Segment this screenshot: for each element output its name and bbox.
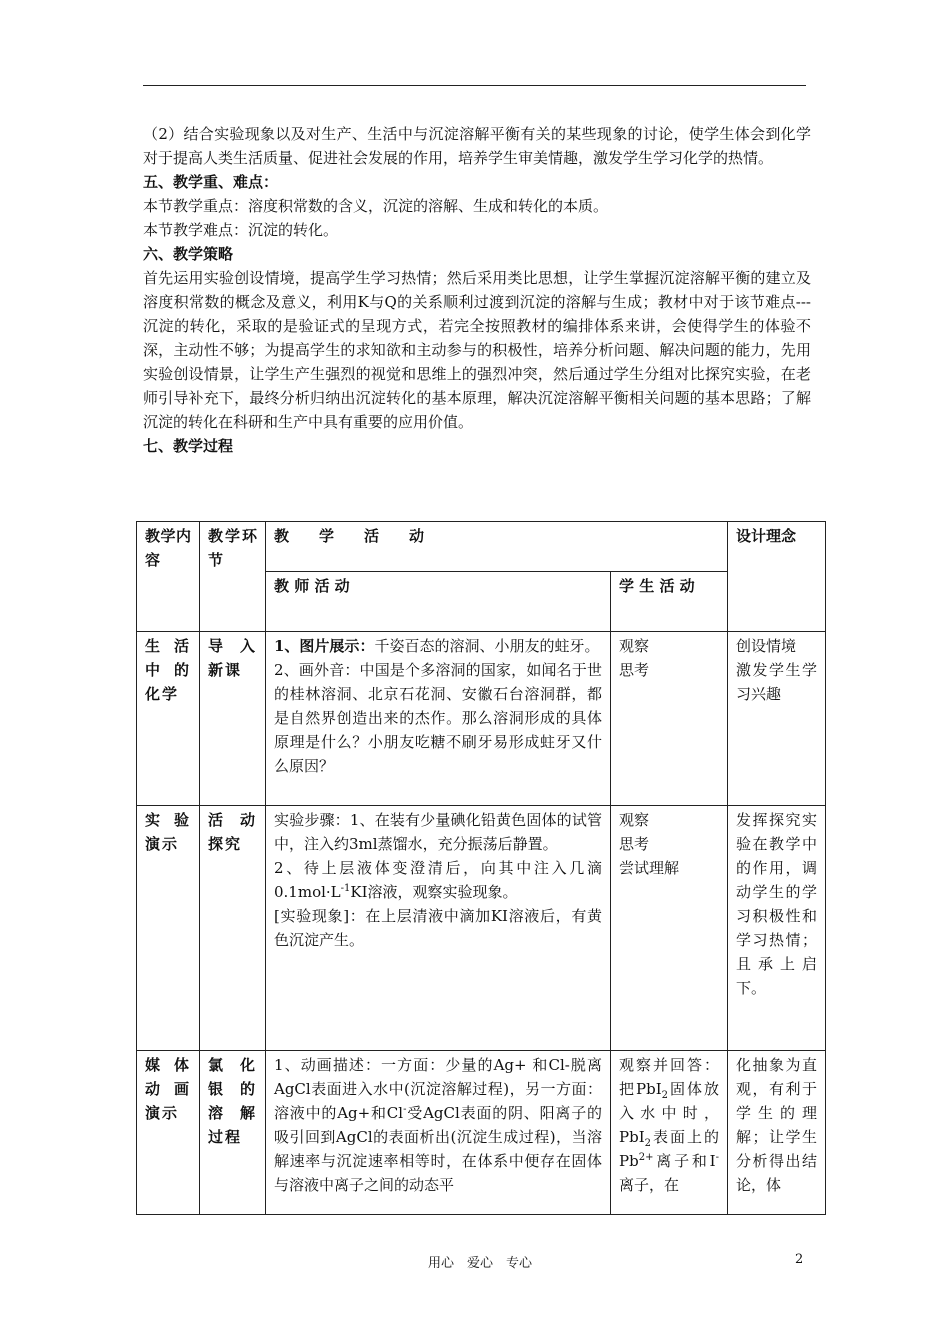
row3-teacher-a: 1、动画描述：一方面：少量的Ag+ 和Cl-脱离AgCl表面进入水中(沉淀溶解过程)，另一方面：溶液中的Ag+和Cl bbox=[274, 1056, 602, 1122]
row2-step2-b: KI溶液，观察实验现象。 bbox=[350, 883, 518, 901]
row1-student-2: 思考 bbox=[619, 661, 650, 679]
row2-step2-a: 2、待上层液体变澄清后，向其中注入几滴0.1mol·L bbox=[274, 859, 602, 901]
row3-student-d: 离子和I bbox=[653, 1152, 716, 1170]
row1-teacher-item2: 2、画外音：中国是个多溶洞的国家，如闻名于世的桂林溶洞、北京石花洞、安徽石台溶洞群，都是自然界创造出来的杰作。那么溶洞形成的具体原理是什么？小朋友吃糖不刷牙易形成蛀牙又什么原因？ bbox=[274, 661, 602, 775]
row3-student-sup2: - bbox=[715, 1152, 719, 1163]
section7-heading: 七、教学过程 bbox=[143, 437, 234, 455]
row3-content: 媒 体 动 画 演示 bbox=[137, 1051, 200, 1215]
header-teacher: 教 师 活 动 bbox=[266, 572, 611, 632]
row3-student-sup: 2+ bbox=[638, 1152, 654, 1163]
row3-teacher bbox=[266, 1051, 611, 1215]
row3-student-b: 固体放入水中时，PbI bbox=[619, 1080, 719, 1146]
row3-student-a: 观察并回答：把PbI bbox=[619, 1056, 719, 1098]
row3-student-sub: 2 bbox=[661, 1090, 668, 1101]
row3-teacher-sup: - bbox=[403, 1104, 407, 1115]
row1-teacher bbox=[266, 632, 611, 806]
table-row bbox=[137, 806, 826, 1051]
row1-design-2: 激发学生学习兴趣 bbox=[736, 661, 817, 703]
difficulty: 本节教学难点：沉淀的转化。 bbox=[143, 221, 339, 239]
row2-stage: 活 动 探究 bbox=[200, 806, 266, 1051]
row2-design: 发挥探究实验在教学中的作用，调动学生的学习积极性和学习热情；且承上启下。 bbox=[728, 806, 826, 1051]
row2-teacher bbox=[266, 806, 611, 1051]
header-content: 教学内容 bbox=[137, 522, 200, 632]
teaching-process-table bbox=[136, 521, 826, 1215]
row2-teacher-step2 bbox=[274, 856, 602, 904]
row2-teacher-result: [实验现象]：在上层清液中滴加KI溶液后，有黄色沉淀产生。 bbox=[274, 907, 602, 949]
section5-heading: 五、教学重、难点： bbox=[143, 173, 279, 191]
row1-design-1: 创设情境 bbox=[736, 637, 797, 655]
header-stage: 教学环节 bbox=[200, 522, 266, 632]
row3-design: 化抽象为直观，有利于学生的理解；让学生分析得出结论，体 bbox=[728, 1051, 826, 1215]
row2-teacher-step1: 实验步骤：1、在装有少量碘化铅黄色固体的试管中，注入约3ml蒸馏水，充分振荡后静置。 bbox=[274, 811, 602, 853]
row1-teacher-title: 1、图片展示： bbox=[274, 637, 375, 655]
row1-content: 生 活 中 的 化学 bbox=[137, 632, 200, 806]
row1-design bbox=[728, 632, 826, 806]
row3-teacher-b: 受AgCl表面的阴、阳离子的吸引回到AgCl的表面析出(沉淀生成过程)，当溶解速率与沉淀速率相等时，在体系中便存在固体与溶液中离子之间的动态平 bbox=[274, 1104, 603, 1194]
header-activity: 教 学 活 动 bbox=[266, 522, 728, 572]
row2-student-2: 思考 bbox=[619, 835, 650, 853]
row2-content: 实 验 演示 bbox=[137, 806, 200, 1051]
row1-teacher-title-rest: 千姿百态的溶洞、小朋友的蛀牙。 bbox=[374, 637, 600, 655]
header-rule bbox=[143, 85, 806, 86]
row1-student-1: 观察 bbox=[619, 637, 650, 655]
table-row bbox=[137, 632, 826, 806]
header-design: 设计理念 bbox=[728, 522, 826, 632]
header-row bbox=[137, 522, 826, 572]
row1-teacher-item1 bbox=[274, 634, 602, 658]
row2-student-1: 观察 bbox=[619, 811, 650, 829]
footer-motto: 用心 爱心 专心 bbox=[428, 1256, 533, 1271]
row1-stage: 导 入 新课 bbox=[200, 632, 266, 806]
header-student: 学 生 活 动 bbox=[611, 572, 728, 632]
intro-paragraph: （2）结合实验现象以及对生产、生活中与沉淀溶解平衡有关的某些现象的讨论，使学生体会到化学对于提高人类生活质量、促进社会发展的作用，培养学生审美情趣，激发学生学习化学的热情。 bbox=[143, 125, 811, 167]
row3-stage: 氯 化 银 的 溶 解 过程 bbox=[200, 1051, 266, 1215]
key-point: 本节教学重点：溶度积常数的含义，沉淀的溶解、生成和转化的本质。 bbox=[143, 197, 609, 215]
row3-student bbox=[611, 1051, 728, 1215]
section6-heading: 六、教学策略 bbox=[143, 245, 234, 263]
table-row bbox=[137, 1051, 826, 1215]
row1-student bbox=[611, 632, 728, 806]
document-body bbox=[143, 122, 811, 458]
row2-student-3: 尝试理解 bbox=[619, 859, 680, 877]
row2-student bbox=[611, 806, 728, 1051]
row3-student-sub2: 2 bbox=[644, 1138, 651, 1149]
strategy-paragraph: 首先运用实验创设情境，提高学生学习热情；然后采用类比思想，让学生掌握沉淀溶解平衡的建立及溶度积常数的概念及意义，利用K与Q的关系顺利过渡到沉淀的溶解与生成；教材中对于该节难点---沉淀的转化，采取的是验证式的呈现方式，若完全按照教材的编排体系来讲，会使得学生的体验不深，主动性不够；为提高学生的求知欲和主动参与的积极性，培养分析问题、解决问题的能力，先用实验创设情景，让学生产生强烈的视觉和思维上的强烈冲突，然后通过学生分组对比探究实验，在老师引导补充下，最终分析归纳出沉淀转化的基本原理，解决沉淀溶解平衡相关问题的基本思路；了解沉淀的转化在科研和生产中具有重要的应用价值。 bbox=[143, 269, 811, 431]
page-number: 2 bbox=[795, 1252, 804, 1267]
row3-student-c: 表面上的Pb bbox=[619, 1128, 719, 1170]
row2-step2-sup: -1 bbox=[340, 883, 351, 894]
row3-student-e: 离子，在 bbox=[619, 1176, 680, 1194]
